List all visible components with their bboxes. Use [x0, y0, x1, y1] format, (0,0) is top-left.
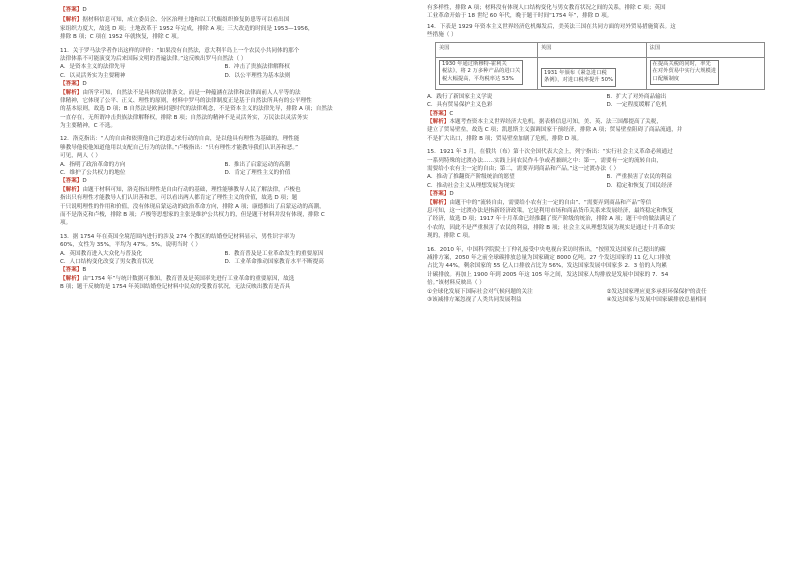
q15-option-d: D．稳定和恢复了国民经济 — [606, 182, 673, 189]
q16-option-3: ③该减排方案忽视了人类共同发展利益 — [427, 296, 522, 303]
q11-explain-2: 的基本原则，故选 D 项；B 自然法是欧洲封建时代的法律观念，不是资本主义的法律先导，排除 A 项；自然法 — [60, 106, 333, 113]
q13-option-b: B．教育普及是工业革命发生的重要原因 — [224, 250, 324, 257]
q11-option-a: A．是资本主义的法律先导 — [60, 64, 126, 71]
q14-cell-france: 在提高关税的同时，率先 在对外贸易中实行大规模进 口配额制度 — [646, 57, 764, 89]
q14-explain-0: 【解析】本题考查资本主义世界经济大危机。据表格信息可知，美、英、法三国都提高了关税， — [427, 119, 662, 126]
q16-options — [427, 288, 780, 305]
q13-option-d: D．工业革命推动国家教育水平不断提高 — [224, 258, 324, 265]
q15-answer: 【答案】D — [427, 191, 454, 198]
q11-explain-4: 为主要精神，C 不选。 — [60, 123, 117, 130]
q12-option-a: A．指明了政治革命的方向 — [60, 161, 126, 168]
q15-stem-1: 一系列特殊的过渡办法……实践上同农民作斗争或者兼顾之中：第一，需要有一定的流转自由， — [427, 157, 662, 164]
q11-option-b: B．冲击了贵族法律解释权 — [224, 64, 290, 71]
q12-options — [60, 161, 383, 178]
q11-explain-0: 【解析】由所学可知，自然法不是具体的法律条文，而是一种蕴涵在法律和法律面前人人平等的法 — [60, 89, 301, 96]
q16-stem-1: 减排方案，2050 年之前全球碳排放总量为国家确定 8000 亿吨。27 个发达国家的 11 亿人口排放 — [427, 254, 671, 261]
q15-option-a: A．推动了推翻资产阶级统治的愿望 — [427, 174, 515, 181]
q14-option-a: A．践行了新国家主义学说 — [427, 93, 493, 100]
q14-cell-usa: 1930 年通过斯穆特-霍利关 税法》，将 2 万多种产品的进口关 税大幅提高，平均税率达 53% — [436, 57, 538, 89]
q12-explain-1: 指出只有理性才能教导人们认识善和恶，可以看出两人都肯定了理性主义的价值，故选 D 项；题 — [60, 195, 298, 202]
q12-explain-2: 干只说明理性的作用和价值，没有体现启蒙运动的政治革命方向，排除 A 项；康德推出了启蒙运动的高潮， — [60, 203, 325, 210]
q12-stem-1: 够教导他使他知道他用以支配自己行为的法律。”卢梭指出：“只有理性才能教导我们认识善和恶。” — [60, 144, 299, 151]
q12-stem-2: 可见，两人（ ） — [60, 153, 101, 160]
q13-options — [60, 250, 383, 267]
q11-option-c: C．以灵活务实为主要精神 — [60, 72, 126, 79]
q11-options — [60, 63, 383, 80]
continued-line-1: 工业革命开始于 18 世纪 60 年代，晚于题干时间“1754 年”，排除 D 项。 — [427, 13, 613, 20]
q14-stem-1: 些措施（ ） — [427, 32, 457, 39]
q12-stem-0: 12．洛克指出：“人的自由和依照他自己的意志来行动的自由，是以他具有理性为基础的，理性能 — [60, 136, 300, 143]
q14-header-france: 法国 — [646, 42, 764, 57]
q14-answer: 【答案】C — [427, 110, 454, 117]
top-answer-line: 【答案】D — [60, 7, 87, 13]
q16-option-4: ④发达国家与发展中国家碳排放总量相同 — [606, 296, 707, 303]
q11-answer: 【答案】D — [60, 81, 87, 88]
q11-explain-1: 律精神，它体现了公平、正义、理性的原则，材料中罗马的法律制度正是基于自然法所具有的公平理性 — [60, 97, 312, 104]
q12-option-d: D．肯定了理性主义的价值 — [224, 170, 291, 177]
continued-line-0: 有多样性，排除 A 项；材料没有体现人口结构变化与男女教育状况之间的关系，排除 C 项；英国 — [427, 5, 666, 11]
q16-stem-4: 倍。”该材料反映出（ ） — [427, 280, 485, 287]
q14-option-d: D．一定程度缓解了危机 — [606, 102, 667, 109]
q15-option-b: B．严重损害了农民的利益 — [606, 174, 672, 181]
q14-explain-2: 不是扩大出口，排除 B 项；贸易壁垒加剧了危机，排除 D 项。 — [427, 135, 583, 142]
q16-stem-3: 计碳排放。再加上 1900 年到 2005 年这 105 年之间，发达国家人均排放是发展中国家的 7．54 — [427, 271, 669, 278]
q11-stem-0: 11．关于罗马法学者作出这样的评价：“如果没有自然法，意大利半岛上一个农民小共同体的那个 — [60, 47, 300, 54]
q15-explain-0: 【解析】由题干中的“流转自由，需要给小农有主一定的自由”、“需要弄到商品和产品”等信 — [427, 199, 652, 206]
top-explain-line-2: 排除 B 项；C 项在 1952 年就恢复，排除 C 项。 — [60, 34, 183, 41]
q14-explain-1: 建立了贸易壁垒，故选 C 项；凯恩斯主义强调国家干预经济，排除 A 项；贸易壁垒阻碍了商品流通，并 — [427, 127, 683, 134]
q12-option-b: B．推出了启蒙运动的高潮 — [224, 161, 290, 168]
q16-option-1: ①全球化发展下国际社会对气候问题的关注 — [427, 288, 533, 295]
q15-explain-1: 息可知，这一过渡办法是指新经济政策，它是利用市场和商品货币关系来发展经济，最终稳定和恢复 — [427, 207, 674, 214]
q16-stem-2: 占比为 44%，剩余国家的 55 亿人口排放占比为 56%，发达国家发展中国家多 2．3 倍的人均累 — [427, 263, 667, 270]
q13-stem-0: 13．据 1754 年在英国全境范围内进行的涉及 274 个教区的结婚登记材料显示，男性识字率为 — [60, 233, 295, 240]
q12-explain-3: 而不是洛克和卢梭，排除 B 项；卢梭等思想家的主张是维护公共权力的，但是题干材料并没有体现，排除 C — [60, 211, 325, 218]
q11-stem-1: 法律体系不可能演变为后来国际文明的普遍法律。”这反映出罗马自然法（ ） — [60, 55, 247, 62]
q11-option-d: D．以公平理性为基本法则 — [224, 72, 291, 79]
q14-header-usa: 美国 — [436, 42, 538, 57]
q12-option-c: C．维护了公共权力的地位 — [60, 170, 126, 177]
q14-options — [427, 93, 780, 110]
q12-explain-0: 【解析】由题干材料可知，洛克指出理性是自由行动的基础，理性能够教导人民了解法律，卢梭也 — [60, 186, 301, 193]
q14-option-c: C．具有贸易保护主义色彩 — [427, 102, 493, 109]
q15-options — [427, 173, 780, 190]
q14-table — [435, 42, 765, 90]
q13-answer: 【答案】B — [60, 267, 87, 274]
q16-stem-0: 16．2010 年，中国科学院院士丁仲礼接受中央电视台采访时指出，“按照发达国家自己提出的碳 — [427, 246, 666, 253]
q11-explain-3: 一直存在，无所谓冲击贵族法律解释权，排除 B 项；自然法的精神不是灵活务实，万民法以灵活务实 — [60, 114, 308, 121]
q13-stem-1: 60%，女性为 35%，平均为 47%。5%，说明当时（ ） — [60, 242, 202, 249]
q13-option-c: C．人口结构变化改变了男女教育状况 — [60, 258, 154, 265]
q14-stem-0: 14．下表是 1929 年资本主义世界经济危机爆发后，美英法三国在共同方面的对外贸易措施简表。这 — [427, 23, 676, 30]
q15-explain-3: 小农的，因此不是严重损害了农民的利益，排除 B 项；社会主义从理想发展为现实是通过十月革命实 — [427, 224, 675, 231]
q13-explain-0: 【解析】由“1754 年”与统计数据可推知，教育普及是英国率先进行工业革命的重要原因，故选 — [60, 275, 295, 282]
q12-answer: 【答案】D — [60, 178, 87, 185]
q12-explain-4: 项。 — [60, 220, 72, 227]
q14-option-b: B．扩大了对外商品输出 — [606, 93, 667, 100]
q15-stem-0: 15．1921 年 3 月，在俄共（布）第十次全国代表大会上，列宁指出：“实行社会主义革命必须通过 — [427, 149, 673, 156]
q15-explain-4: 现的，排除 C 项。 — [427, 233, 474, 240]
q14-header-uk: 英国 — [537, 42, 646, 57]
q13-explain-1: B 项；题干反映的是 1754 年英国结婚登记材料中民众的受教育状况，无法反映出教育是否具 — [60, 284, 291, 291]
top-explain-line-0: 【解析】据材料信息可知，成立委员会、分区治理土地和以工代赈组织修复防患等可以看出国 — [60, 17, 290, 24]
q15-explain-2: 了经济，故选 D 项；1917 年十月革命已经推翻了资产阶级的统治，排除 A 项；题干中的做法满足了 — [427, 216, 677, 223]
right-page — [397, 0, 794, 562]
q15-stem-2: 需要给小农有主一定的自由；第二，需要弄到商品和产品。”这一过渡办法（ ） — [427, 166, 620, 173]
q14-cell-uk: 1931 年颁布《紧急进口税 条例》，对进口税率提升 50% — [537, 57, 646, 89]
q13-option-a: A．英国教育进入大众化与普及化 — [60, 250, 143, 257]
q15-option-c: C．推动社会主义从理想发展为现实 — [427, 182, 515, 189]
top-explain-line-1: 家组织力度大，故选 D 项；土地改革于 1952 年完成，排除 A 项；三大改造的时间是 1953—1956， — [60, 25, 314, 32]
q16-option-2: ②发达国家理应更多承担环保保护的责任 — [606, 288, 707, 295]
